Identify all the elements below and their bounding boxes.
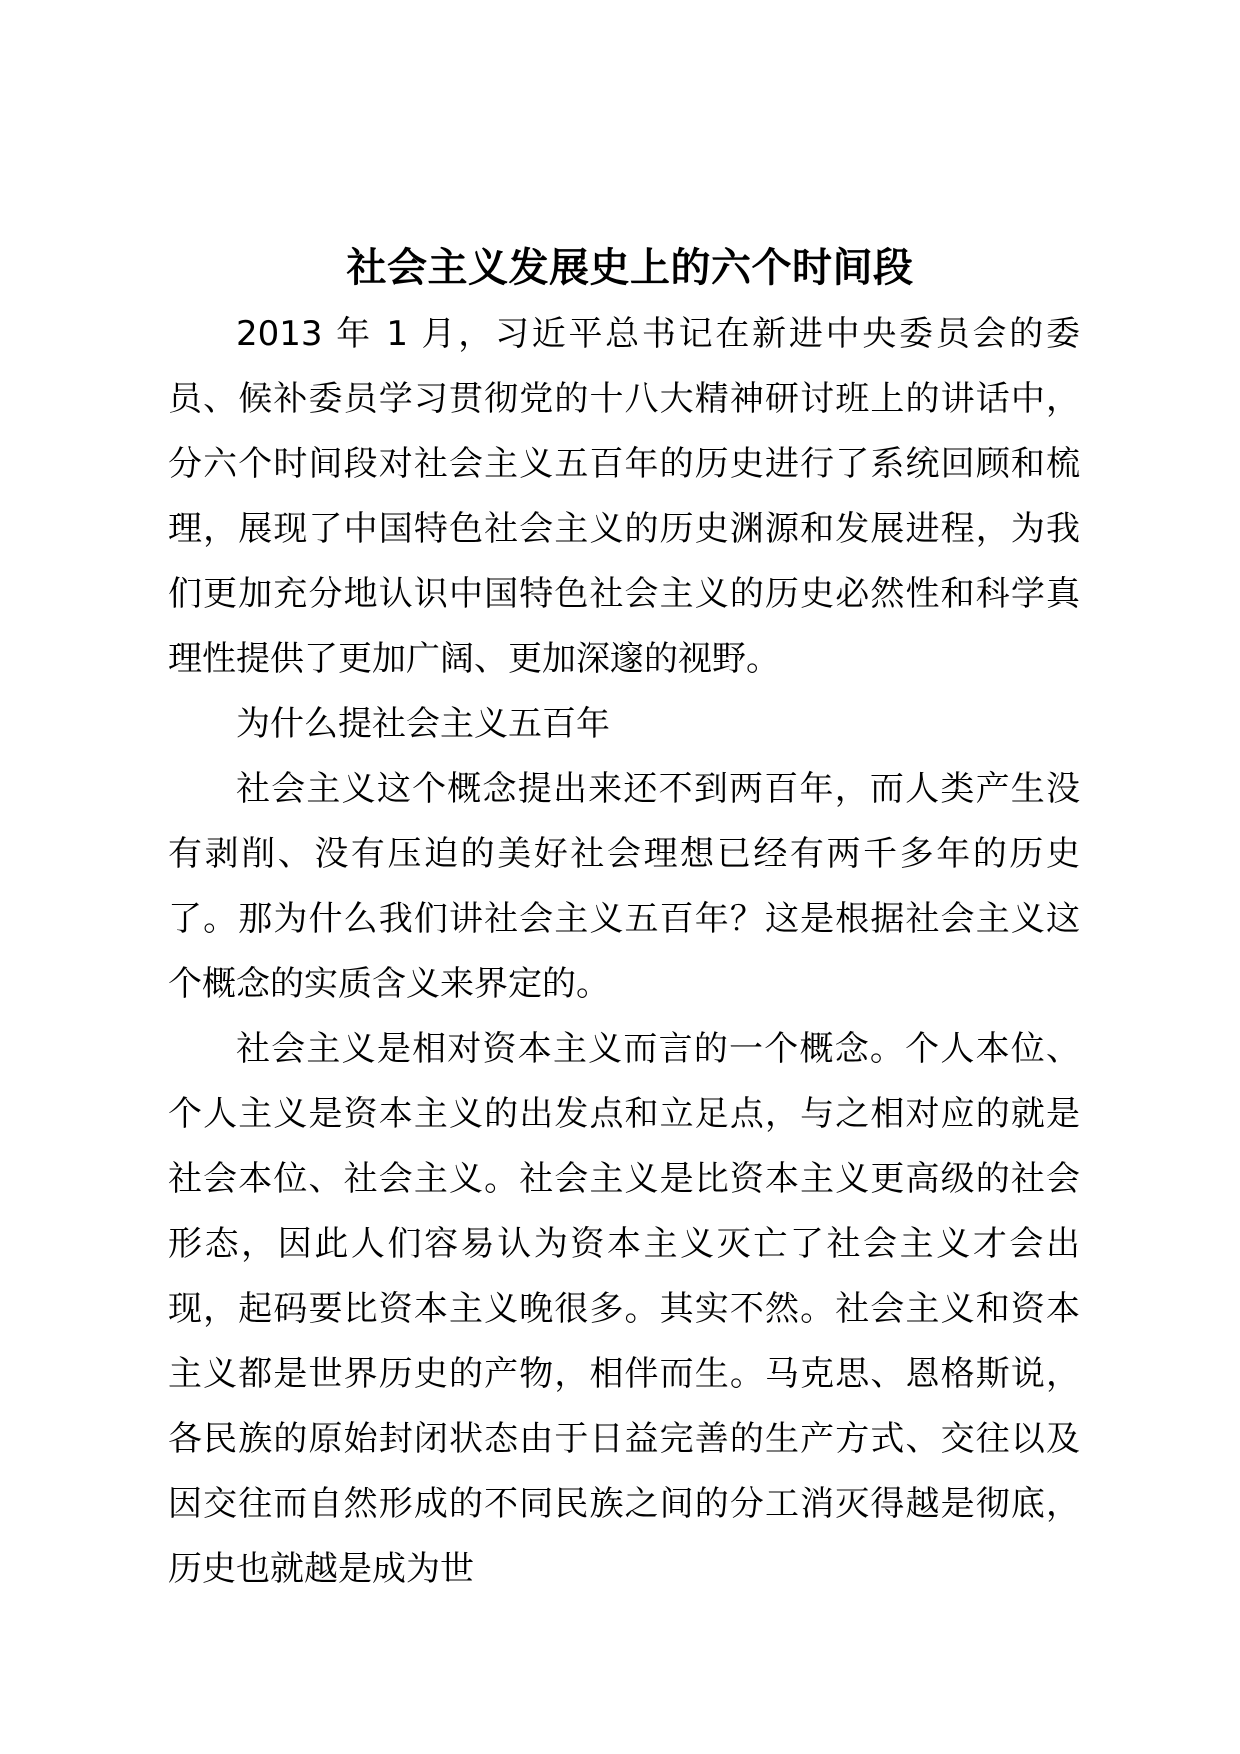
section-heading: 为什么提社会主义五百年 <box>236 704 610 744</box>
document-title: 社会主义发展史上的六个时间段 <box>346 245 914 291</box>
paragraph-concept: 社会主义这个概念提出来还不到两百年，而人类产生没有剥削、没有压迫的美好社会理想已经有两千多年的历史了。那为什么我们讲社会主义五百年？这是根据社会主义这个概念的实质含义来界定的。 <box>168 769 1080 1004</box>
paragraph-capitalism: 社会主义是相对资本主义而言的一个概念。个人本位、个人主义是资本主义的出发点和立足点，与之相对应的就是社会本位、社会主义。社会主义是比资本主义更高级的社会形态，因此人们容易认为资本主义灭亡了社会主义才会出现，起码要比资本主义晚很多。其实不然。社会主义和资本主义都是世界历史的产物，相伴而生。马克思、恩格斯说，各民族的原始封闭状态由于日益完善的生产方式、交往以及因交往而自然形成的不同民族之间的分工消灭得越是彻底，历史也就越是成为世 <box>168 1029 1080 1589</box>
paragraph-intro: 2013 年 1 月，习近平总书记在新进中央委员会的委员、候补委员学习贯彻党的十八大精神研讨班上的讲话中，分六个时间段对社会主义五百年的历史进行了系统回顾和梳理，展现了中国特色社会主义的历史渊源和发展进程，为我们更加充分地认识中国特色社会主义的历史必然性和科学真理性提供了更加广阔、更加深邃的视野。 <box>168 314 1080 679</box>
document-body <box>168 302 1080 1602</box>
